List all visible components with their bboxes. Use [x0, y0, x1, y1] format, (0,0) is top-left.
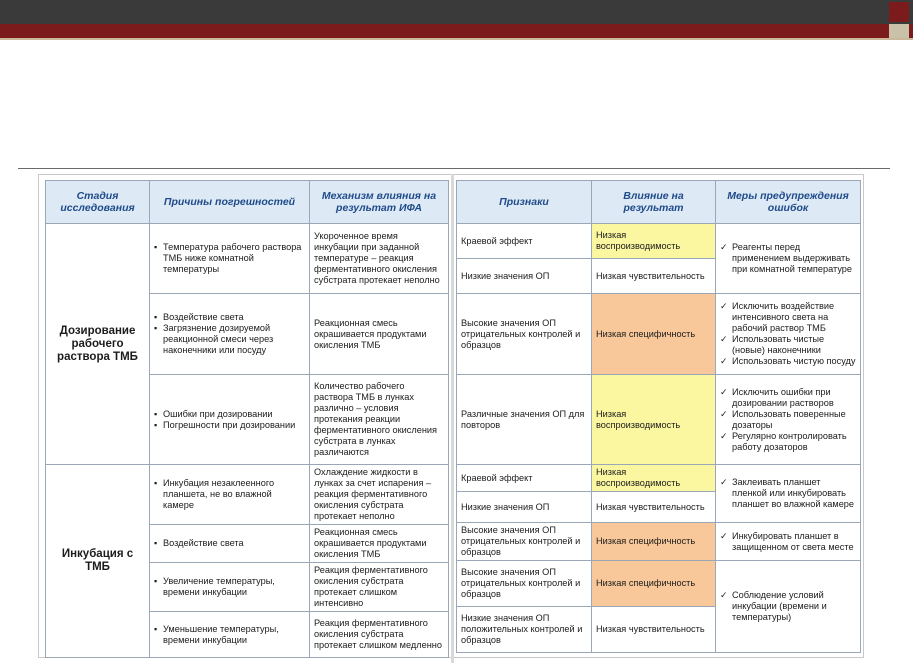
table-row	[46, 224, 449, 294]
sign-cell: Низкие значения ОП	[457, 259, 592, 294]
sign-cell: Высокие значения ОП отрицательных контролей и образцов	[457, 523, 592, 561]
accent-bar	[0, 24, 913, 38]
measures-cell	[716, 294, 861, 375]
causes-cell	[150, 294, 310, 375]
causes-cell	[150, 465, 310, 525]
header-mechanism: Механизм влияния на результат ИФА	[310, 181, 449, 224]
sign-cell: Краевой эффект	[457, 465, 592, 492]
causes-cell	[150, 563, 310, 612]
table-row	[457, 465, 861, 492]
table-row	[46, 465, 449, 525]
effect-cell: Низкая специфичность	[592, 561, 716, 607]
horizontal-divider	[18, 168, 890, 169]
header-measures: Меры предупреждения ошибок	[716, 181, 861, 224]
list-item: ▪ Погрешности при дозировании	[154, 420, 305, 431]
sign-cell: Низкие значения ОП положительных контролей и образцов	[457, 607, 592, 653]
list-item: ▪ Температура рабочего раствора ТМБ ниже комнатной температуры	[154, 242, 305, 275]
causes-cell	[150, 525, 310, 563]
list-item: ▪ Уменьшение температуры, времени инкубации	[154, 624, 305, 646]
mechanism-cell: Реакция ферментативного окисления субстрата протекает слишком медленно	[310, 612, 449, 658]
mechanism-cell: Охлаждение жидкости в лунках за счет испарения – реакция ферментативного окисления субстрата протекает неполно	[310, 465, 449, 525]
header-signs: Признаки	[457, 181, 592, 224]
table-row	[457, 294, 861, 375]
list-item: ▪ Воздействие света	[154, 312, 305, 323]
causes-table	[45, 180, 449, 658]
list-item: ✓ Исключить ошибки при дозировании растворов	[720, 387, 856, 409]
list-item: ✓ Соблюдение условий инкубации (времени и температуры)	[720, 590, 856, 623]
table-header-row	[46, 181, 449, 224]
sign-cell: Различные значения ОП для повторов	[457, 375, 592, 465]
mechanism-cell: Реакционная смесь окрашивается продуктами окисления ТМБ	[310, 294, 449, 375]
table-row	[457, 523, 861, 561]
effect-cell: Низкая чувствительность	[592, 607, 716, 653]
list-item: ✓ Регулярно контролировать работу дозаторов	[720, 431, 856, 453]
header-stage: Стадия исследования	[46, 181, 150, 224]
list-item: ✓ Использовать чистые (новые) наконечники	[720, 334, 856, 356]
sign-cell: Высокие значения ОП отрицательных контролей и образцов	[457, 294, 592, 375]
effect-cell: Низкая воспроизводимость	[592, 224, 716, 259]
list-item: ▪ Загрязнение дозируемой реакционной смеси через наконечники или посуду	[154, 323, 305, 356]
measures-cell	[716, 224, 861, 294]
measures-cell	[716, 561, 861, 653]
header-effect: Влияние на результат	[592, 181, 716, 224]
causes-cell	[150, 375, 310, 465]
table-row	[457, 561, 861, 607]
sign-cell: Краевой эффект	[457, 224, 592, 259]
measures-cell	[716, 375, 861, 465]
tables-divider	[451, 174, 454, 663]
effect-cell: Низкая воспроизводимость	[592, 375, 716, 465]
causes-cell	[150, 224, 310, 294]
measures-cell	[716, 465, 861, 523]
title-bar	[0, 0, 913, 24]
list-item: ✓ Исключить воздействие интенсивного света на рабочий раствор ТМБ	[720, 301, 856, 334]
list-item: ✓ Заклеивать планшет пленкой или инкубировать планшет во влажной камере	[720, 477, 856, 510]
list-item: ✓ Использовать чистую посуду	[720, 356, 856, 367]
corner-square-beige	[889, 24, 909, 38]
causes-cell	[150, 612, 310, 658]
effect-cell: Низкая воспроизводимость	[592, 465, 716, 492]
stage-cell: Инкубация с ТМБ	[46, 465, 150, 658]
table-row	[457, 375, 861, 465]
corner-square-red	[889, 2, 909, 22]
header-causes: Причины погрешностей	[150, 181, 310, 224]
accent-line	[0, 38, 913, 40]
mechanism-cell: Реакция ферментативного окисления субстрата протекает слишком интенсивно	[310, 563, 449, 612]
list-item: ✓ Использовать поверенные дозаторы	[720, 409, 856, 431]
list-item: ▪ Инкубация незаклеенного планшета, не во влажной камере	[154, 478, 305, 511]
list-item: ▪ Увеличение температуры, времени инкубации	[154, 576, 305, 598]
signs-table	[456, 180, 861, 653]
list-item: ✓ Инкубировать планшет в защищенном от света месте	[720, 531, 856, 553]
effect-cell: Низкая чувствительность	[592, 492, 716, 523]
sign-cell: Низкие значения ОП	[457, 492, 592, 523]
stage-cell: Дозирование рабочего раствора ТМБ	[46, 224, 150, 465]
sign-cell: Высокие значения ОП отрицательных контролей и образцов	[457, 561, 592, 607]
effect-cell: Низкая специфичность	[592, 523, 716, 561]
table-header-row	[457, 181, 861, 224]
list-item: ▪ Воздействие света	[154, 538, 305, 549]
list-item: ✓ Реагенты перед применением выдерживать при комнатной температуре	[720, 242, 856, 275]
measures-cell	[716, 523, 861, 561]
mechanism-cell: Количество рабочего раствора ТМБ в лунках различно – условия протекания реакции ферментативного окисления субстрата в лунках различаются	[310, 375, 449, 465]
mechanism-cell: Укороченное время инкубации при заданной температуре – реакция ферментативного окисления субстрата протекает неполно	[310, 224, 449, 294]
effect-cell: Низкая специфичность	[592, 294, 716, 375]
effect-cell: Низкая чувствительность	[592, 259, 716, 294]
mechanism-cell: Реакционная смесь окрашивается продуктами окисления ТМБ	[310, 525, 449, 563]
table-row	[457, 224, 861, 259]
list-item: ▪ Ошибки при дозировании	[154, 409, 305, 420]
